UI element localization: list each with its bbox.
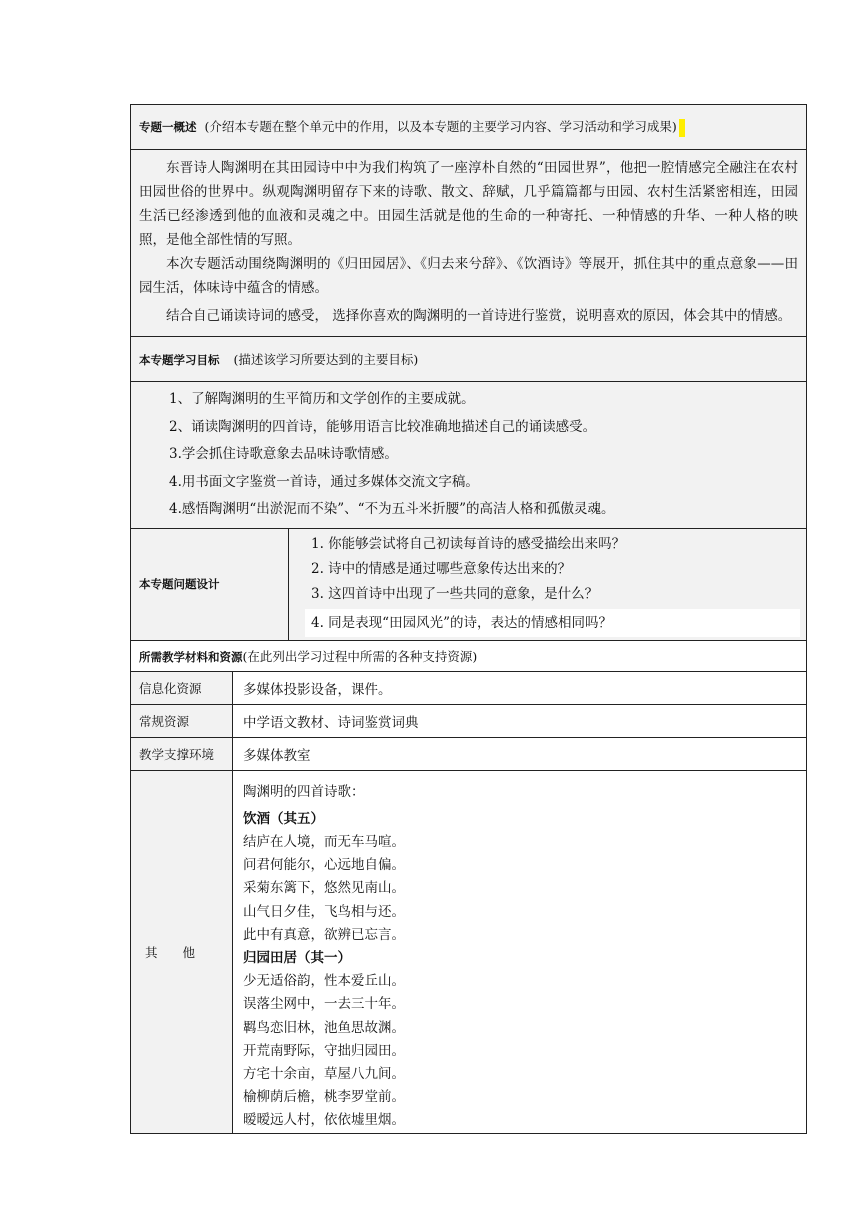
poem-line: 暧暧远人村，依依墟里烟。 — [243, 1112, 405, 1129]
goal-item: 2、诵读陶渊明的四首诗，能够用语言比较准确地描述自己的诵读感受。 — [169, 418, 597, 435]
goal-item: 3.学会抓住诗歌意象去品味诗歌情感。 — [169, 446, 398, 462]
questions-label: 本专题问题设计 — [131, 528, 289, 640]
poem-line: 此中有真意，欲辨已忘言。 — [243, 926, 405, 943]
resource-label: 教学支撑环境 — [131, 737, 233, 770]
overview-note: (介绍本专题在整个单元中的作用，以及本专题的主要学习内容、学习活动和学习成果) — [204, 119, 677, 135]
goal-item: 4.感悟陶渊明“出淤泥而不染”、“不为五斗米折腰”的高洁人格和孤傲灵魂。 — [169, 501, 615, 517]
question-item: 3. 这四首诗中出现了一些共同的意象，是什么？ — [311, 585, 599, 602]
poem-title: 归园田居（其一） — [243, 949, 351, 966]
poem-line: 误落尘网中，一去三十年。 — [243, 996, 405, 1013]
poem-line: 问君何能尔，心远地自偏。 — [243, 857, 405, 874]
poem-line: 结庐在人境，而无车马喧。 — [243, 833, 405, 850]
overview-title: 专题一概述 — [139, 120, 197, 135]
resource-label: 信息化资源 — [131, 671, 233, 704]
resource-value: 多媒体投影设备，课件。 — [233, 671, 807, 704]
question-item: 4. 同是表现“田园风光”的诗，表达的情感相同吗？ — [305, 609, 800, 637]
overview-body-row — [131, 150, 807, 337]
poem-line: 榆柳荫后檐，桃李罗堂前。 — [243, 1089, 405, 1106]
text-cursor-highlight — [679, 119, 685, 137]
question-item: 2. 诗中的情感是通过哪些意象传达出来的？ — [311, 560, 572, 577]
question-item: 1. 你能够尝试将自己初读每首诗的感受描绘出来吗？ — [311, 535, 626, 552]
overview-paragraph-1: 东晋诗人陶渊明在其田园诗中中为我们构筑了一座淳朴自然的“田园世界”，他把一腔情感完全融注在农村田园世俗的世界中。纵观陶渊明留存下来的诗歌、散文、辞赋，几乎篇篇都与田园、农村生活紧密相连，田园生活已经渗透到他的血液和灵魂之中。田园生活就是他的生命的一种寄托、一种情感的升华、一种人格的映照，是他全部性情的写照。 — [139, 160, 798, 248]
goals-body-row — [131, 382, 807, 529]
goals-list — [131, 382, 807, 529]
overview-paragraph-2: 本次专题活动围绕陶渊明的《归田园居》、《归去来兮辞》、《饮酒诗》等展开，抓住其中的重点意象——田园生活，体味诗中蕴含的情感。 — [139, 256, 798, 296]
overview-body — [131, 150, 807, 337]
lesson-plan-table — [130, 104, 807, 1134]
overview-header-row — [131, 105, 807, 150]
resources-header-row — [131, 640, 807, 671]
goal-item: 1、了解陶渊明的生平简历和文学创作的主要成就。 — [169, 391, 475, 407]
other-row — [131, 770, 807, 1133]
resources-header — [131, 640, 807, 671]
poem-line: 羁鸟恋旧林，池鱼思故渊。 — [243, 1019, 405, 1036]
resources-note: (在此列出学习过程中所需的各种支持资源) — [242, 648, 478, 664]
poem-line: 山气日夕佳，飞鸟相与还。 — [243, 903, 405, 920]
poem-line: 采菊东篱下，悠然见南山。 — [243, 880, 405, 897]
goal-item: 4.用书面文字鉴赏一首诗，通过多媒体交流文字稿。 — [169, 473, 479, 490]
questions-list — [289, 528, 807, 640]
resource-row — [131, 671, 807, 704]
poems-intro: 陶渊明的四首诗歌： — [243, 783, 365, 800]
resources-title: 所需教学材料和资源 — [139, 649, 243, 664]
resource-label: 常规资源 — [131, 704, 233, 737]
resource-value: 中学语文教材、诗词鉴赏词典 — [233, 704, 807, 737]
overview-header — [131, 105, 807, 150]
goals-note: (描述该学习所要达到的主要目标) — [233, 352, 419, 367]
overview-paragraph-3: 结合自己诵读诗词的感受， 选择你喜欢的陶渊明的一首诗进行鉴赏，说明喜欢的原因，体会其中的情感。 — [166, 308, 792, 324]
poems-cell — [233, 770, 807, 1133]
resource-row — [131, 737, 807, 770]
resource-row — [131, 704, 807, 737]
poem-line: 方宅十余亩，草屋八九间。 — [243, 1065, 405, 1082]
other-label: 其 他 — [131, 770, 233, 1133]
poem-line: 开荒南野际，守拙归园田。 — [243, 1042, 405, 1059]
goals-header-row — [131, 337, 807, 382]
poem-line: 少无适俗韵，性本爱丘山。 — [243, 973, 405, 990]
poem-title: 饮酒（其五） — [243, 810, 324, 827]
resource-value: 多媒体教室 — [233, 737, 807, 770]
goals-title: 本专题学习目标 — [139, 353, 220, 367]
questions-row — [131, 528, 807, 640]
goals-header — [131, 337, 807, 382]
